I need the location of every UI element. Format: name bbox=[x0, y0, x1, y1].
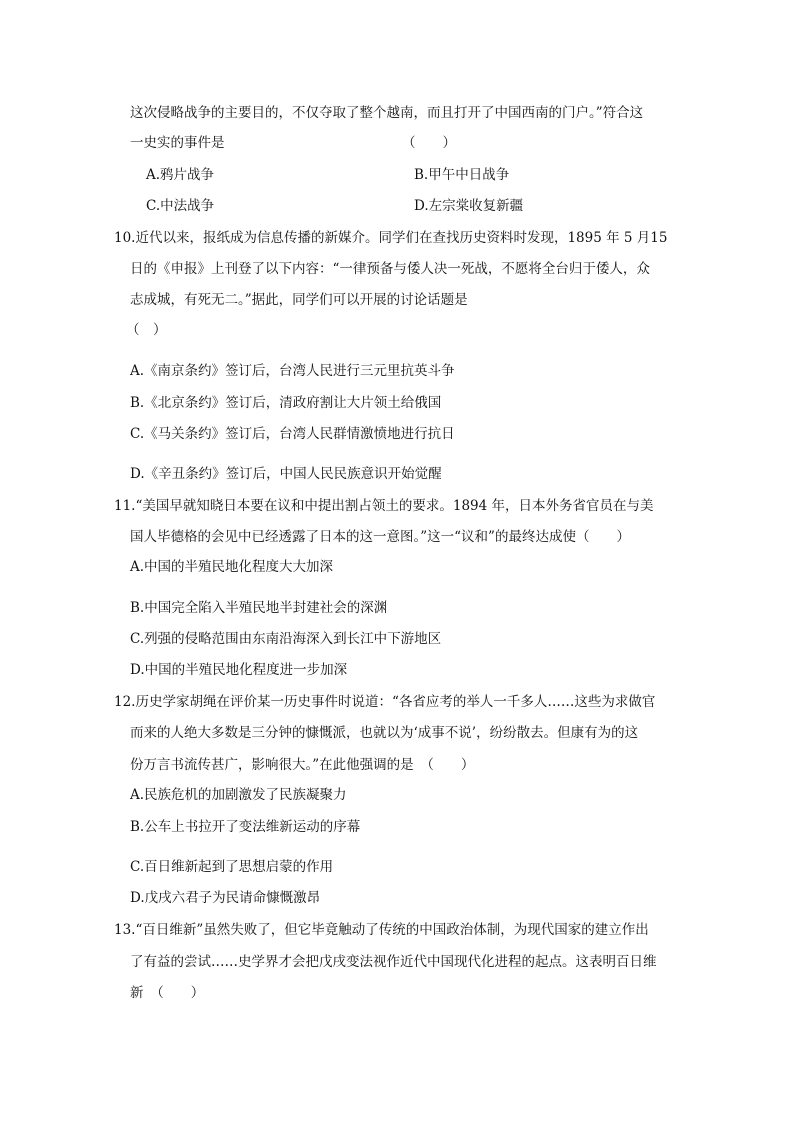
q11-stem-line-1: 11.“美国早就知晓日本要在议和中提出割占领土的要求。1894 年，日本外务省官员在与美 bbox=[114, 498, 654, 514]
q9-answer-blank: （ ） bbox=[402, 135, 456, 151]
q13-stem-line-1: 13.“百日维新”虽然失败了，但它毕竟触动了传统的中国政治体制，为现代国家的建立作出 bbox=[114, 922, 649, 938]
q9-stem-line-2: 一史实的事件是 bbox=[130, 135, 225, 151]
q9-stem-line-1: 这次侵略战争的主要目的，不仅夺取了整个越南，而且打开了中国西南的门户。”符合这 bbox=[130, 105, 644, 121]
q9-option-d: D.左宗棠收复新疆 bbox=[414, 198, 524, 214]
q12-option-c: C.百日维新起到了思想启蒙的作用 bbox=[130, 859, 334, 875]
q12-option-b: B.公车上书拉开了变法维新运动的序幕 bbox=[130, 819, 361, 835]
q13-stem-line-3: 新 （ ） bbox=[130, 985, 205, 1001]
q12-stem-line-2: 而来的人绝大多数是三分钟的慷慨派，也就以为‘成事不说’，纷纷散去。但康有为的这 bbox=[130, 725, 639, 741]
q9-option-b: B.甲午中日战争 bbox=[414, 167, 510, 183]
q10-answer-blank: （ ） bbox=[126, 322, 167, 338]
q10-stem-line-3: 志成城，有死无二。”据此，同学们可以开展的讨论话题是 bbox=[130, 292, 468, 308]
q11-option-b: B.中国完全陷入半殖民地半封建社会的深渊 bbox=[130, 600, 388, 616]
q10-option-d: D.《辛丑条约》签订后，中国人民民族意识开始觉醒 bbox=[130, 466, 442, 482]
q11-stem-line-2: 国人毕德格的会见中已经透露了日本的这一意图。”这一“议和”的最终达成使（ ） bbox=[130, 529, 630, 545]
q12-stem-line-3: 份万言书流传甚广，影响很大。”在此他强调的是 （ ） bbox=[130, 757, 475, 773]
q11-option-a: A.中国的半殖民地化程度大大加深 bbox=[130, 559, 334, 575]
q13-stem-line-2: 了有益的尝试……史学界才会把戊戌变法视作近代中国现代化进程的起点。这表明百日维 bbox=[130, 954, 657, 970]
q12-option-d: D.戊戌六君子为民请命慷慨激昂 bbox=[130, 890, 321, 906]
q10-stem-line-2: 日的《申报》上刊登了以下内容：“一律预备与倭人决一死战，不愿将全台归于倭人，众 bbox=[130, 261, 650, 277]
q10-option-a: A.《南京条约》签订后，台湾人民进行三元里抗英斗争 bbox=[130, 363, 455, 379]
q10-stem-line-1: 10.近代以来，报纸成为信息传播的新媒介。同学们在查找历史资料时发现，1895 年 5 月15 bbox=[114, 230, 668, 246]
q9-option-a: A.鸦片战争 bbox=[146, 167, 215, 183]
q10-option-b: B.《北京条约》签订后，清政府割让大片领土给俄国 bbox=[130, 395, 442, 411]
q12-stem-line-1: 12.历史学家胡绳在评价某一历史事件时说道：“各省应考的举人一千多人……这些为求做官 bbox=[114, 694, 656, 710]
q9-option-c: C.中法战争 bbox=[146, 198, 215, 214]
q11-option-d: D.中国的半殖民地化程度进一步加深 bbox=[130, 662, 348, 678]
q11-option-c: C.列强的侵略范围由东南沿海深入到长江中下游地区 bbox=[130, 631, 442, 647]
q10-option-c: C.《马关条约》签订后，台湾人民群情激愤地进行抗日 bbox=[130, 426, 455, 442]
q12-option-a: A.民族危机的加剧激发了民族凝聚力 bbox=[130, 787, 347, 803]
